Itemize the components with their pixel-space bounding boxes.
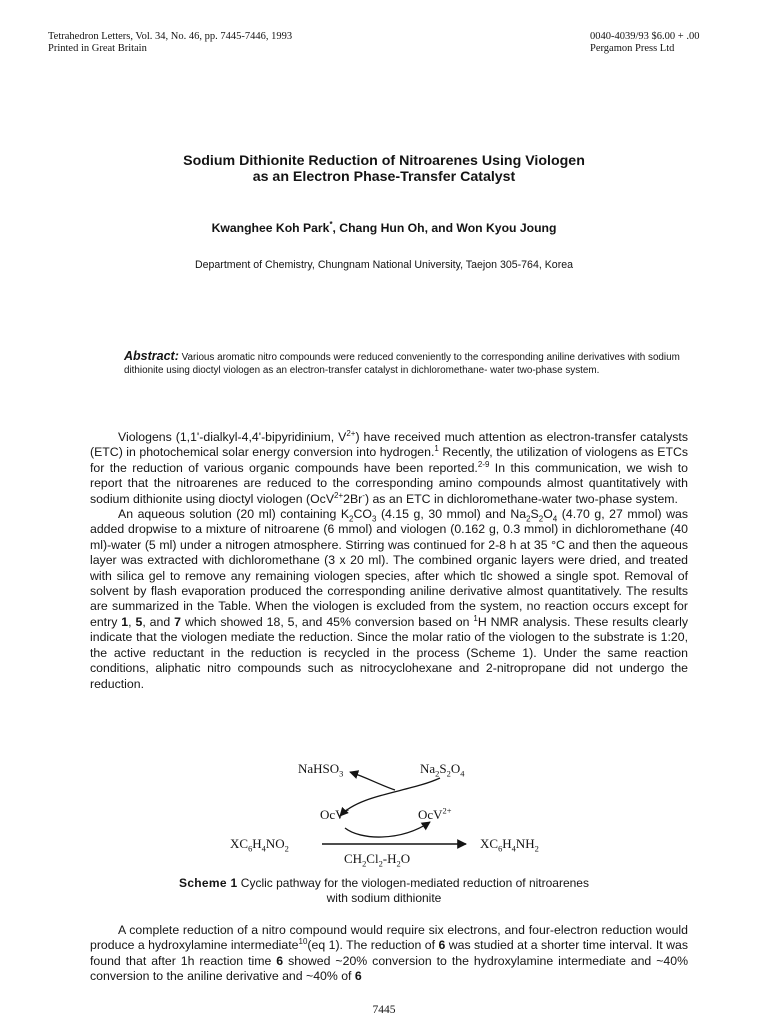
text: -H xyxy=(382,851,397,866)
text: CH xyxy=(344,851,363,866)
title-line-2: as an Electron Phase-Transfer Catalyst xyxy=(252,169,516,185)
subscript: 2 xyxy=(538,514,544,524)
text: H xyxy=(502,836,512,851)
affiliation: Department of Chemistry, Chungnam National University, Taejon 305-764, Korea xyxy=(194,259,574,271)
caption-line-2: with sodium dithionite xyxy=(326,891,442,905)
subscript: 2 xyxy=(534,843,539,854)
printed-line: Printed in Great Britain xyxy=(48,43,147,54)
caption-label: Scheme 1 xyxy=(179,876,238,890)
subscript: 4 xyxy=(460,768,465,779)
entry-number: 5 xyxy=(135,614,143,629)
subscript: 2 xyxy=(349,514,354,524)
paper-title xyxy=(0,153,768,185)
text: NaHSO xyxy=(298,761,340,776)
corresponding-mark: * xyxy=(329,219,333,229)
reactant-label xyxy=(230,836,289,854)
superscript: 1 xyxy=(473,613,478,623)
text: Na xyxy=(420,761,436,776)
arc-to-nahso3 xyxy=(350,772,395,790)
paragraph-2 xyxy=(90,507,688,692)
text: which showed 18, 5, and 45% conversion based on xyxy=(181,614,474,629)
text: XC xyxy=(480,836,499,851)
subscript: 6 xyxy=(248,843,253,854)
text: O xyxy=(400,851,411,866)
ocv-2plus-label xyxy=(418,805,452,822)
text: Cl xyxy=(366,851,379,866)
text: (4.70 g, 27 mmol) was added dropwise to a mixture of nitroarene (6 mmol) and viologen (0.162 g, 0.3 mmol) in dichloromethane (40 ml)-water (5 ml) under a nitrogen atmosphere. Stirring was continued for 2-8 h at 35 °C and then the aqueous layer was extracted with dichloromethane (3 x 20 ml). The combined organic layers were dried, and treated with silica gel to remove any remaining viologen species, after which tlc showed a single spot. Removal of solvent by flash evaporation produced the corresponding aniline derivative almost quantitatively. The results are summarized in the Table. When the viologen is excluded from the system, no reaction occurs except for entry xyxy=(90,507,688,629)
reference-mark: 2-9 xyxy=(477,459,490,469)
text: showed ~20% conversion to the hydroxylamine intermediate and ~40% conversion to the aniline derivative and ~40% of xyxy=(90,953,688,984)
text: ) have received much attention as electron-transfer catalysts (ETC) in photochemical solar energy conversion into hydrogen. xyxy=(90,430,688,460)
text: , xyxy=(128,614,136,629)
subscript: 2 xyxy=(435,768,440,779)
na2s2o4-label xyxy=(420,761,465,779)
superscript: - xyxy=(362,490,365,500)
product-label xyxy=(480,836,539,854)
text: NO xyxy=(265,836,285,851)
superscript: 2+ xyxy=(334,490,344,500)
arc-lower xyxy=(345,822,430,837)
text: O xyxy=(450,761,461,776)
text: ) as an ETC in dichloromethane-water two-phase system. xyxy=(364,491,678,506)
subscript: 3 xyxy=(371,514,377,524)
compound-number: 6 xyxy=(354,969,362,984)
text: OcV xyxy=(320,807,345,822)
text: H xyxy=(252,836,262,851)
text: Recently, the utilization of viologens as ETCs for the reduction of various organic compounds have been reported. xyxy=(90,445,688,475)
text: In this communication, we wish to report that the nitroarenes are reduced to the corresponding amino compounds almost quantitatively with sodium dithionite using dioctyl viologen (OcV xyxy=(90,460,688,506)
text: , and xyxy=(142,614,175,629)
text: was studied at a shorter time interval. It was found that after 1h reaction time xyxy=(90,938,689,968)
reference-mark: 1 xyxy=(434,444,439,454)
text: An aqueous solution (20 ml) containing K xyxy=(118,507,350,522)
body-text-bottom xyxy=(90,923,688,985)
compound-number: 6 xyxy=(276,953,284,968)
publisher-name: Pergamon Press Ltd xyxy=(590,43,675,54)
solvent-label xyxy=(344,851,411,869)
journal-line: Tetrahedron Letters, Vol. 34, No. 46, pp. 7445-7446, 1993 xyxy=(48,31,293,42)
abstract-label: Abstract: xyxy=(124,349,179,363)
text: S xyxy=(439,761,447,776)
text: H NMR analysis. These results clearly indicate that the viologen mediate the reduction. Since the molar ratio of the viologen to the substrate is 1:20, the active reductant in the reduction is recycled in the process (Scheme 1). Under the same reaction conditions, aliphatic nitro compounds such as nitrocyclohexane and 2-nitropropane did not undergo the reduction. xyxy=(90,614,688,691)
text: (4.15 g, 30 mmol) and Na xyxy=(376,507,527,522)
text: CO xyxy=(353,507,372,522)
publisher-info xyxy=(590,31,699,55)
compound-number: 6 xyxy=(438,938,446,953)
other-authors: , Chang Hun Oh, and Won Kyou Joung xyxy=(332,221,557,235)
text: (eq 1). The reduction of xyxy=(307,938,439,953)
superscript: 2+ xyxy=(346,428,356,438)
page-number: 7445 xyxy=(372,1004,396,1016)
superscript: + xyxy=(344,805,350,816)
text: S xyxy=(530,507,539,522)
subscript: 4 xyxy=(511,843,516,854)
text: Cyclic pathway for the viologen-mediated reduction of nitroarenes xyxy=(237,876,589,890)
subscript: 2 xyxy=(446,768,451,779)
nahso3-label xyxy=(298,761,344,779)
author-1: Kwanghee Koh Park xyxy=(211,221,330,235)
body-text-top xyxy=(90,430,688,692)
subscript: 2 xyxy=(396,858,401,869)
caption-line-1 xyxy=(0,876,768,891)
subscript: 6 xyxy=(498,843,503,854)
ocv-plus-label xyxy=(320,805,350,822)
text: Viologens (1,1'-dialkyl-4,4'-bipyridinium, V xyxy=(118,430,347,444)
entry-number: 7 xyxy=(174,614,181,629)
abstract-text: Various aromatic nitro compounds were reduced conveniently to the corresponding aniline derivatives with sodium dithionite using dioctyl viologen as an electron-transfer catalyst in dichloromethane- water two-phase system. xyxy=(124,352,680,376)
text: 2Br xyxy=(343,491,363,506)
text: NH xyxy=(515,836,535,851)
paragraph-3 xyxy=(90,923,688,985)
journal-citation xyxy=(48,31,292,55)
text: O xyxy=(543,507,553,522)
subscript: 2 xyxy=(526,514,531,524)
text: XC xyxy=(230,836,249,851)
abstract xyxy=(124,350,684,377)
subscript: 4 xyxy=(261,843,266,854)
reference-mark: 10 xyxy=(298,937,308,947)
subscript: 4 xyxy=(552,514,558,524)
issn-price: 0040-4039/93 $6.00 + .00 xyxy=(590,31,700,42)
subscript: 2 xyxy=(284,843,289,854)
entry-number: 1 xyxy=(121,614,129,629)
subscript: 2 xyxy=(362,858,367,869)
scheme-caption xyxy=(0,876,768,906)
paragraph-1 xyxy=(90,430,688,507)
title-line-1: Sodium Dithionite Reduction of Nitroarenes Using Viologen xyxy=(183,153,585,169)
authors xyxy=(0,221,768,235)
subscript: 3 xyxy=(339,768,344,779)
text: OcV xyxy=(418,807,443,822)
subscript: 2 xyxy=(378,858,383,869)
text: A complete reduction of a nitro compound would require six electrons, and four-electron reduction would produce a hydroxylamine intermediate xyxy=(90,923,688,953)
superscript: 2+ xyxy=(442,805,452,816)
